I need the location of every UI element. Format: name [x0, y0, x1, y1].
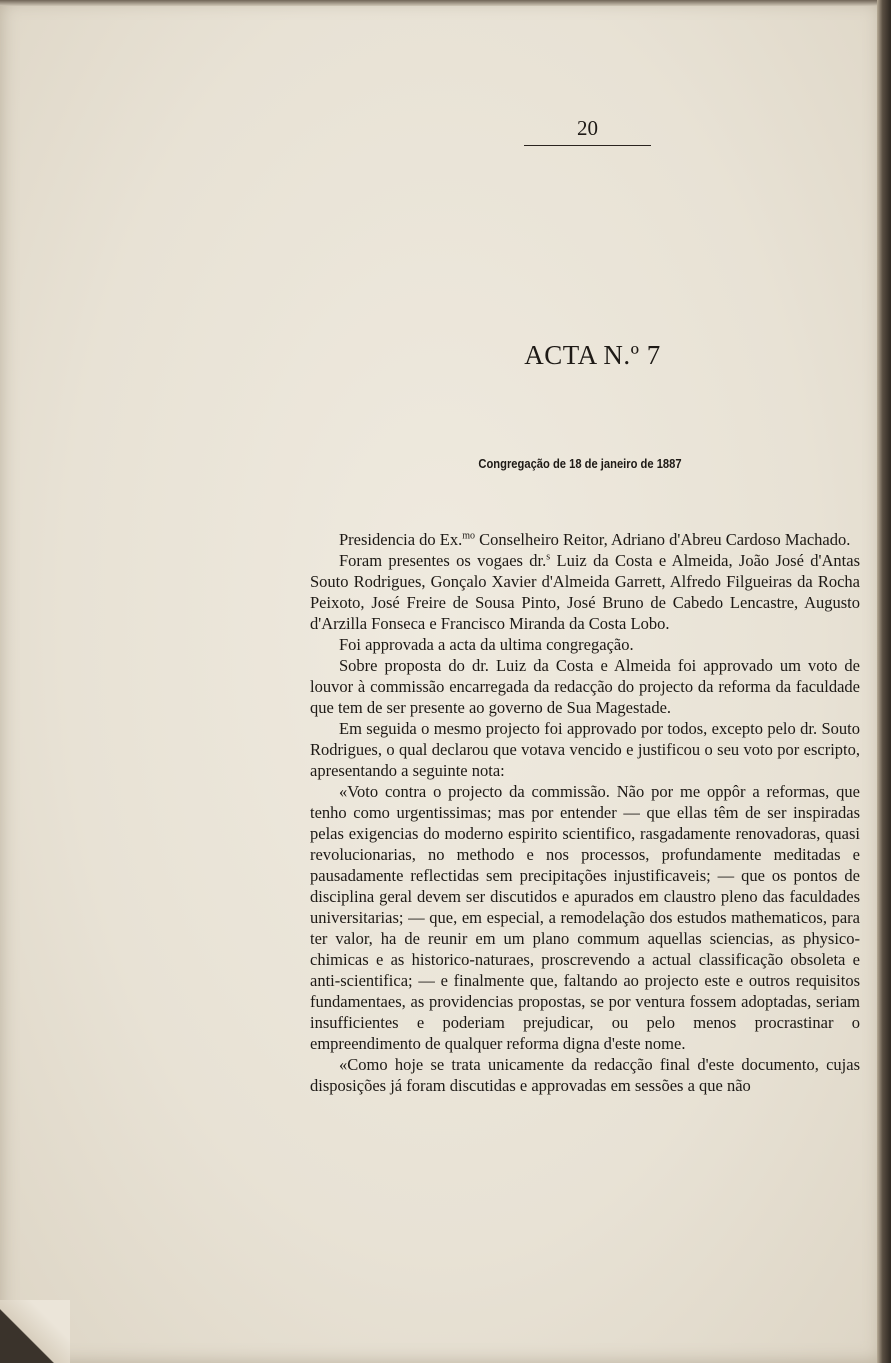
- show-through-text: [300, 95, 840, 545]
- acta-title: ACTA N.º 7: [524, 340, 661, 370]
- page-corner-fold: [0, 1300, 70, 1363]
- minutes-body: [310, 529, 860, 1096]
- paragraph-presentes: Foram presentes os vogaes dr.$^s$ Luiz da Costa e Almeida, João José d'Antas Souto Rodrigues, Gonçalo Xavier d'Almeida Garrett, Alfredo Filgueiras da Rocha Peixoto, José Freire de Sousa Pinto, José Bruno de Cabedo Lencastre, Augusto d'Arzilla Fonseca e Francisco Miranda da Costa Lobo.: [310, 551, 860, 633]
- page-top-edge: [0, 0, 891, 6]
- page-number: 20: [577, 116, 598, 140]
- paragraph-proposta: Sobre proposta do dr. Luiz da Costa e Almeida foi approvado um voto de louvor à commissão encarregada da redacção do projecto da reforma da faculdade que tem de ser presente ao governo de Sua Magestade.: [310, 656, 860, 717]
- page-right-edge: [877, 0, 891, 1363]
- paragraph-voto: «Voto contra o projecto da commissão. Não por me oppôr a reformas, que tenho como urgentissimas; mas por entender — que ellas têm de ser inspiradas pelas exigencias do moderno espirito scientifico, rasgadamente renovadoras, quasi revolucionarias, no methodo e nos processos, profundamente meditadas e pausadamente reflectidas sem precipitações injustificaveis; — que os pontos de disciplina geral devem ser discutidos e apurados em claustro pleno das faculdades universitarias; — que, em especial, a remodelação dos estudos mathematicos, para ter valor, ha de reunir em um plano commum aquellas sciencias, as physico-chimicas e as historico-naturaes, proscrevendo a actual classificação obsoleta e anti-scientifica; — e finalmente que, faltando ao projecto este e outros requisitos fundamentaes, as providencias propostas, se por ventura fossem adoptadas, seriam insufficientes e poderiam prejudicar, ou pelo menos procrastinar o empreendimento de qualquer reforma digna d'este nome.: [310, 782, 860, 1053]
- paragraph-como: «Como hoje se trata unicamente da redacção final d'este documento, cujas disposições já foram discutidas e approvadas em sessões a que não: [310, 1055, 860, 1095]
- paragraph-presidencia: Presidencia do Ex.$^{mo}$ Conselheiro Reitor, Adriano d'Abreu Cardoso Machado.: [339, 530, 851, 549]
- session-heading: Congregação de 18 de janeiro de 1887: [478, 456, 682, 471]
- paragraph-acta: Foi approvada a acta da ultima congregação.: [339, 635, 634, 654]
- paragraph-seguida: Em seguida o mesmo projecto foi approvado por todos, excepto pelo dr. Souto Rodrigues, o qual declarou que votava vencido e justificou o seu voto por escripto, apresentando a seguinte nota:: [310, 719, 860, 780]
- page-number-rule: [524, 145, 651, 146]
